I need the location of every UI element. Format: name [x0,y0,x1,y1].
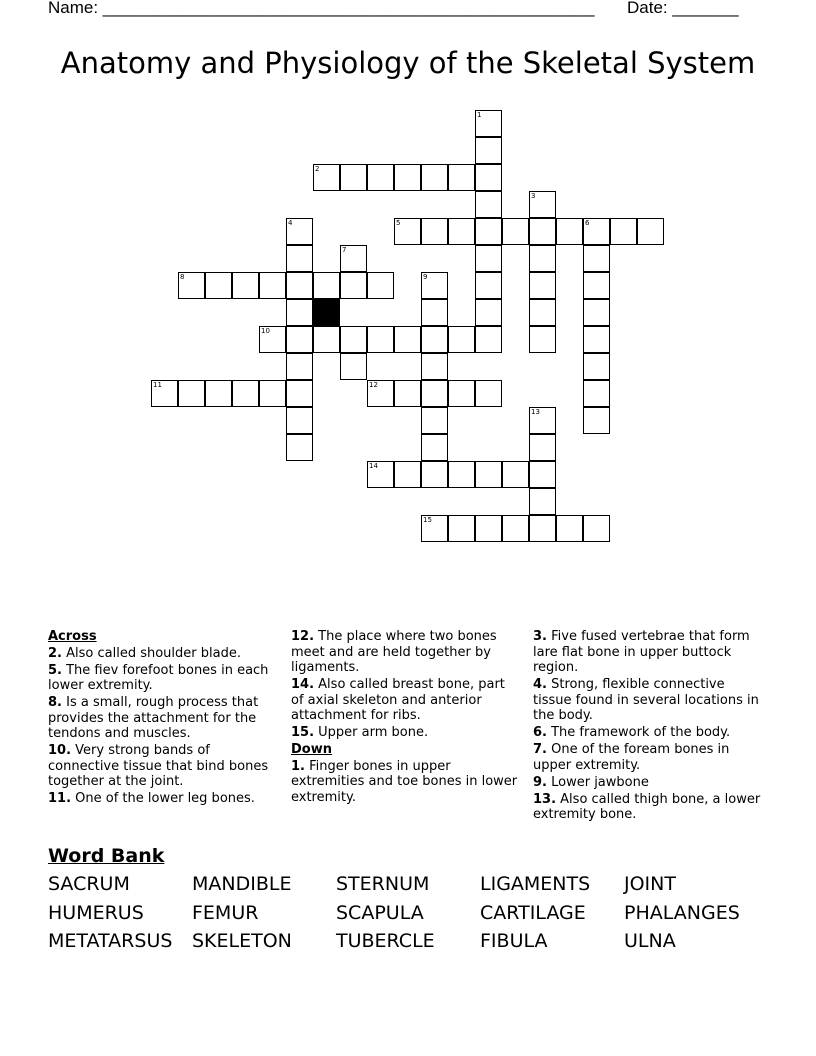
crossword-cell[interactable] [232,380,259,407]
crossword-cell[interactable] [421,515,448,542]
word-bank-word: FIBULA [480,930,548,952]
clue-number: 3. [533,629,547,644]
crossword-cell[interactable] [421,353,448,380]
clue [48,646,283,662]
clue-text: Also called breast bone, part of axial skeleton and anterior attachment for ribs. [291,677,505,723]
clue-number: 10. [48,743,72,758]
crossword-cell[interactable] [583,515,610,542]
word-bank-word: TUBERCLE [336,930,435,952]
clue-number: 12. [291,629,315,644]
clue [291,725,521,741]
crossword-cell[interactable] [529,191,556,218]
crossword-cell[interactable] [448,461,475,488]
crossword-cell[interactable] [286,272,313,299]
crossword-cell[interactable] [448,326,475,353]
crossword-cell[interactable] [367,326,394,353]
crossword-cell[interactable] [529,245,556,272]
page-title: Anatomy and Physiology of the Skeletal System [60,46,756,80]
crossword-cell[interactable] [475,164,502,191]
clue-number: 4 [288,219,293,227]
clue-number: 15 [423,516,432,524]
crossword-cell[interactable] [448,380,475,407]
crossword-cell[interactable] [178,272,205,299]
clues-column-3 [533,629,763,824]
crossword-cell[interactable] [178,380,205,407]
clue-text: One of the foream bones in upper extremity. [533,742,730,773]
crossword-cell[interactable] [340,353,367,380]
crossword-cell[interactable] [394,461,421,488]
crossword-cell[interactable] [340,164,367,191]
clue-number: 7. [533,742,547,757]
crossword-cell[interactable] [340,245,367,272]
crossword-cell[interactable] [502,218,529,245]
crossword-cell[interactable] [448,515,475,542]
clue-number: 2. [48,645,62,661]
crossword-cell[interactable] [556,515,583,542]
crossword-cell[interactable] [583,272,610,299]
crossword-cell[interactable] [259,272,286,299]
clue [533,677,763,724]
crossword-cell[interactable] [529,488,556,515]
crossword-cell[interactable] [421,272,448,299]
crossword-cell[interactable] [475,380,502,407]
word-bank-word: LIGAMENTS [480,873,591,895]
clue [533,725,763,741]
clue [48,663,283,694]
word-bank-word: METATARSUS [48,930,173,952]
clue-number: 12 [369,381,378,389]
crossword-cell[interactable] [421,299,448,326]
crossword-cell[interactable] [583,326,610,353]
clue-number: 1 [477,111,482,119]
crossword-cell[interactable] [286,326,313,353]
clue-text: The fiev forefoot bones in each lower extremity. [48,662,269,693]
crossword-cell[interactable] [583,380,610,407]
name-line: ____________________________________________________ [102,0,595,17]
clue-number: 4. [533,677,547,692]
crossword-cell[interactable] [475,191,502,218]
clue [48,695,283,742]
clue-number: 14 [369,462,378,470]
crossword-cell[interactable] [421,434,448,461]
clue-number: 3 [531,192,536,200]
clue [291,677,521,724]
crossword-cell[interactable] [448,164,475,191]
crossword-cell[interactable] [421,218,448,245]
crossword-cell[interactable] [475,326,502,353]
clue-number: 8 [180,273,185,281]
clue-text: Very strong bands of connective tissue that bind bones together at the joint. [48,743,269,789]
crossword-cell[interactable] [556,218,583,245]
clue-text: The place where two bones meet and are held together by ligaments. [291,629,497,675]
crossword-cell[interactable] [583,299,610,326]
word-bank-word: JOINT [624,873,676,895]
clue-text: Upper arm bone. [314,725,429,740]
crossword-cell[interactable] [475,272,502,299]
crossword-cell[interactable] [583,353,610,380]
crossword-cell[interactable] [367,164,394,191]
crossword-cell[interactable] [637,218,664,245]
crossword-cell[interactable] [286,380,313,407]
crossword-cell[interactable] [583,407,610,434]
clue-number: 9 [423,273,428,281]
crossword-cell[interactable] [529,299,556,326]
crossword-cell[interactable] [394,218,421,245]
black-cell [313,299,340,326]
crossword-cell[interactable] [529,326,556,353]
clue [48,743,283,790]
crossword-cell[interactable] [394,326,421,353]
word-bank-title: Word Bank [48,845,165,867]
clue-number: 10 [261,327,270,335]
clue-text: Five fused vertebrae that form lare flat bone in upper buttock region. [533,629,750,675]
clue-text: Also called thigh bone, a lower extremity bone. [533,791,761,822]
crossword-cell[interactable] [313,272,340,299]
crossword-cell[interactable] [475,110,502,137]
across-heading: Across [48,629,97,644]
crossword-cell[interactable] [529,434,556,461]
crossword-cell[interactable] [367,461,394,488]
clue [291,759,521,806]
crossword-cell[interactable] [286,245,313,272]
word-bank-word: FEMUR [192,902,259,924]
clue-number: 1. [291,758,305,774]
crossword-cell[interactable] [502,515,529,542]
clues-column-1 [48,629,283,808]
clue-number: 6 [585,219,590,227]
clue-number: 13 [531,408,540,416]
clue-text: Is a small, rough process that provides the attachment for the tendons and muscles. [48,695,259,741]
clue-number: 14. [291,677,315,692]
crossword-cell[interactable] [529,515,556,542]
word-bank-word: STERNUM [336,873,430,895]
word-bank-word: SACRUM [48,873,130,895]
word-bank-word: CARTILAGE [480,902,586,924]
word-bank-word: SKELETON [192,930,292,952]
clue [291,629,521,676]
word-bank-word: MANDIBLE [192,873,292,895]
crossword-cell[interactable] [286,353,313,380]
crossword-cell[interactable] [475,218,502,245]
crossword-cell[interactable] [502,461,529,488]
crossword-cell[interactable] [475,461,502,488]
name-label: Name: [48,0,103,17]
crossword-cell[interactable] [583,218,610,245]
clue [533,629,763,676]
clues-column-2 [291,629,521,807]
crossword-cell[interactable] [286,407,313,434]
crossword-cell[interactable] [448,218,475,245]
clue-number: 13. [533,791,557,807]
clue-number: 2 [315,165,320,173]
clue-number: 11. [48,791,72,806]
clue-text: Strong, flexible connective tissue found in several locations in the body. [533,677,759,723]
crossword-cell[interactable] [421,407,448,434]
crossword-cell[interactable] [421,461,448,488]
clue [533,792,763,823]
clue [48,791,283,807]
word-bank-word: HUMERUS [48,902,144,924]
crossword-cell[interactable] [367,272,394,299]
clue-number: 6. [533,725,547,740]
crossword-cell[interactable] [205,272,232,299]
crossword-cell[interactable] [583,245,610,272]
crossword-cell[interactable] [475,245,502,272]
crossword-cell[interactable] [529,218,556,245]
crossword-cell[interactable] [151,380,178,407]
clue [533,775,763,791]
clue-number: 5 [396,219,401,227]
word-bank-word: PHALANGES [624,902,740,924]
clue-number: 7 [342,246,347,254]
crossword-cell[interactable] [475,137,502,164]
date-line: _______ [672,0,739,17]
crossword-cell[interactable] [286,218,313,245]
crossword-cell[interactable] [259,326,286,353]
crossword-cell[interactable] [529,272,556,299]
clue-number: 11 [153,381,162,389]
crossword-cell[interactable] [259,380,286,407]
crossword-cell[interactable] [394,164,421,191]
clue-number: 15. [291,725,315,740]
crossword-cell[interactable] [232,272,259,299]
clue-text: Also called shoulder blade. [61,645,241,661]
crossword-cell[interactable] [313,164,340,191]
crossword-cell[interactable] [421,164,448,191]
clue-number: 5. [48,662,62,678]
crossword-cell[interactable] [286,299,313,326]
crossword-cell[interactable] [205,380,232,407]
crossword-cell[interactable] [529,407,556,434]
crossword-cell[interactable] [610,218,637,245]
crossword-cell[interactable] [340,326,367,353]
crossword-cell[interactable] [529,461,556,488]
crossword-cell[interactable] [340,272,367,299]
down-heading: Down [291,742,332,757]
crossword-cell[interactable] [313,326,340,353]
clue-text: The framework of the body. [546,725,731,740]
clue [533,742,763,773]
crossword-cell[interactable] [475,515,502,542]
word-bank-word: SCAPULA [336,902,424,924]
clue-text: One of the lower leg bones. [71,791,255,806]
crossword-cell[interactable] [421,326,448,353]
word-bank-word: ULNA [624,930,676,952]
clue-text: Finger bones in upper extremities and toe bones in lower extremity. [291,758,518,805]
crossword-cell[interactable] [394,380,421,407]
crossword-cell[interactable] [421,380,448,407]
clue-number: 8. [48,695,62,710]
clue-number: 9. [533,774,547,790]
crossword-cell[interactable] [286,434,313,461]
clue-text: Lower jawbone [546,774,649,790]
date-label: Date: [627,0,673,17]
crossword-cell[interactable] [475,299,502,326]
crossword-cell[interactable] [367,380,394,407]
